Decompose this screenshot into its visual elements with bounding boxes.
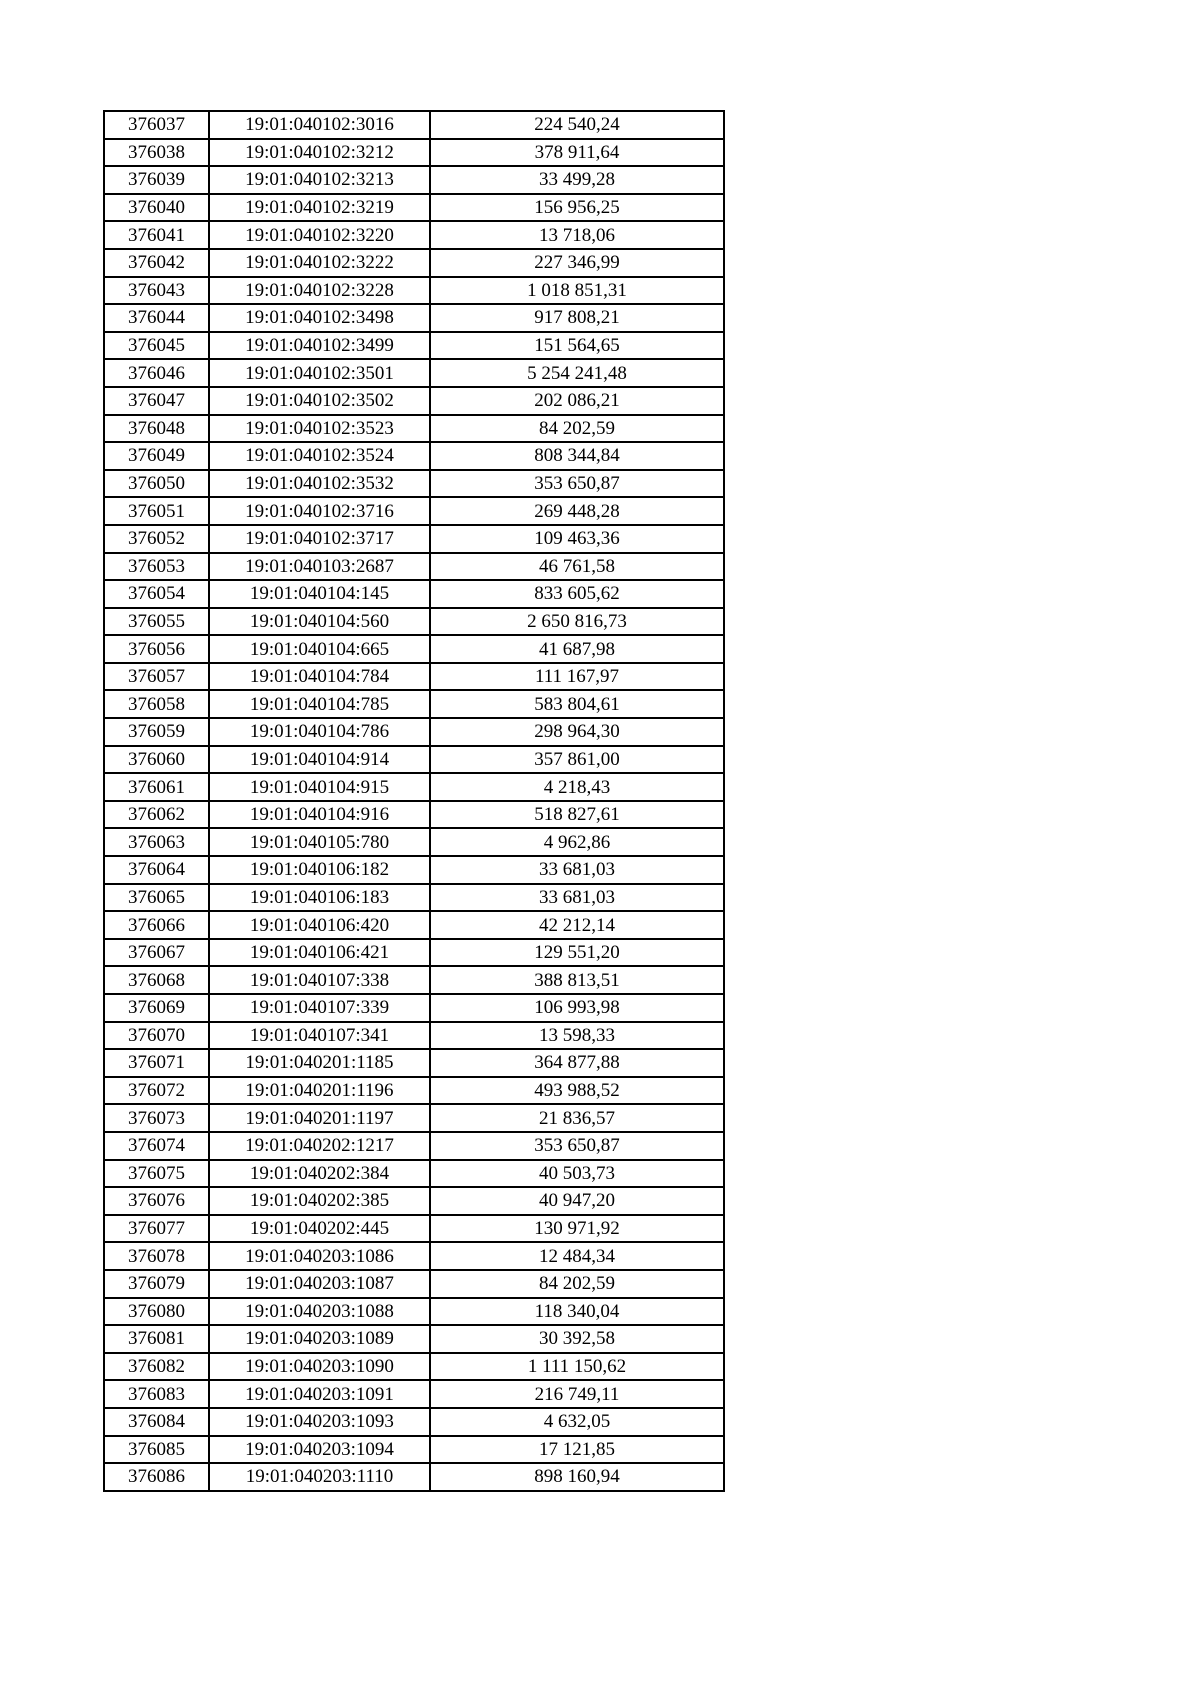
row-number-cell: 376038 (104, 139, 209, 167)
cadastral-number-cell: 19:01:040203:1089 (209, 1325, 430, 1353)
table-row (104, 387, 724, 415)
value-cell: 42 212,14 (430, 911, 724, 939)
table-row (104, 1436, 724, 1464)
cadastral-number-cell: 19:01:040203:1086 (209, 1242, 430, 1270)
table-row (104, 856, 724, 884)
value-cell: 202 086,21 (430, 387, 724, 415)
value-cell: 156 956,25 (430, 194, 724, 222)
row-number-cell: 376064 (104, 856, 209, 884)
table-row (104, 415, 724, 443)
table-row (104, 111, 724, 139)
cadastral-number-cell: 19:01:040102:3524 (209, 442, 430, 470)
value-cell: 583 804,61 (430, 690, 724, 718)
value-cell: 364 877,88 (430, 1049, 724, 1077)
cadastral-number-cell: 19:01:040104:145 (209, 580, 430, 608)
cadastral-number-cell: 19:01:040104:915 (209, 773, 430, 801)
table-row (104, 690, 724, 718)
table-row (104, 277, 724, 305)
value-cell: 388 813,51 (430, 966, 724, 994)
row-number-cell: 376056 (104, 635, 209, 663)
row-number-cell: 376049 (104, 442, 209, 470)
table-row (104, 1132, 724, 1160)
cadastral-number-cell: 19:01:040202:445 (209, 1215, 430, 1243)
row-number-cell: 376058 (104, 690, 209, 718)
row-number-cell: 376050 (104, 470, 209, 498)
row-number-cell: 376052 (104, 525, 209, 553)
cadastral-number-cell: 19:01:040201:1185 (209, 1049, 430, 1077)
cadastral-number-cell: 19:01:040202:1217 (209, 1132, 430, 1160)
row-number-cell: 376081 (104, 1325, 209, 1353)
value-cell: 129 551,20 (430, 939, 724, 967)
cadastral-number-cell: 19:01:040102:3016 (209, 111, 430, 139)
table-row (104, 359, 724, 387)
table-row (104, 1408, 724, 1436)
value-cell: 109 463,36 (430, 525, 724, 553)
value-cell: 84 202,59 (430, 415, 724, 443)
value-cell: 30 392,58 (430, 1325, 724, 1353)
row-number-cell: 376042 (104, 249, 209, 277)
cadastral-number-cell: 19:01:040203:1110 (209, 1463, 430, 1491)
row-number-cell: 376043 (104, 277, 209, 305)
cadastral-number-cell: 19:01:040107:338 (209, 966, 430, 994)
table-row (104, 1077, 724, 1105)
value-cell: 33 499,28 (430, 166, 724, 194)
table-row (104, 304, 724, 332)
cadastral-number-cell: 19:01:040104:560 (209, 608, 430, 636)
row-number-cell: 376085 (104, 1436, 209, 1464)
row-number-cell: 376079 (104, 1270, 209, 1298)
row-number-cell: 376061 (104, 773, 209, 801)
row-number-cell: 376041 (104, 221, 209, 249)
table-row (104, 1160, 724, 1188)
table-row (104, 221, 724, 249)
row-number-cell: 376047 (104, 387, 209, 415)
row-number-cell: 376074 (104, 1132, 209, 1160)
table-row (104, 939, 724, 967)
value-cell: 493 988,52 (430, 1077, 724, 1105)
table-row (104, 249, 724, 277)
cadastral-number-cell: 19:01:040105:780 (209, 828, 430, 856)
table-row (104, 1049, 724, 1077)
table-row (104, 994, 724, 1022)
table-row (104, 1104, 724, 1132)
row-number-cell: 376051 (104, 497, 209, 525)
table-row (104, 1353, 724, 1381)
table-row (104, 442, 724, 470)
row-number-cell: 376057 (104, 663, 209, 691)
table-row (104, 663, 724, 691)
cadastral-number-cell: 19:01:040104:916 (209, 801, 430, 829)
cadastral-number-cell: 19:01:040102:3213 (209, 166, 430, 194)
row-number-cell: 376070 (104, 1022, 209, 1050)
table-row (104, 525, 724, 553)
cadastral-number-cell: 19:01:040102:3212 (209, 139, 430, 167)
table-row (104, 801, 724, 829)
value-cell: 13 718,06 (430, 221, 724, 249)
value-cell: 1 111 150,62 (430, 1353, 724, 1381)
cadastral-number-cell: 19:01:040107:339 (209, 994, 430, 1022)
value-cell: 41 687,98 (430, 635, 724, 663)
row-number-cell: 376065 (104, 884, 209, 912)
value-cell: 357 861,00 (430, 746, 724, 774)
row-number-cell: 376037 (104, 111, 209, 139)
cadastral-number-cell: 19:01:040102:3219 (209, 194, 430, 222)
cadastral-number-cell: 19:01:040102:3498 (209, 304, 430, 332)
cadastral-number-cell: 19:01:040104:665 (209, 635, 430, 663)
cadastral-number-cell: 19:01:040104:914 (209, 746, 430, 774)
cadastral-number-cell: 19:01:040106:182 (209, 856, 430, 884)
value-cell: 33 681,03 (430, 884, 724, 912)
table-row (104, 966, 724, 994)
value-cell: 84 202,59 (430, 1270, 724, 1298)
value-cell: 898 160,94 (430, 1463, 724, 1491)
value-cell: 40 503,73 (430, 1160, 724, 1188)
cadastral-number-cell: 19:01:040102:3228 (209, 277, 430, 305)
value-cell: 917 808,21 (430, 304, 724, 332)
cadastral-number-cell: 19:01:040102:3499 (209, 332, 430, 360)
table-row (104, 194, 724, 222)
cadastral-number-cell: 19:01:040102:3220 (209, 221, 430, 249)
value-cell: 353 650,87 (430, 1132, 724, 1160)
table-row (104, 139, 724, 167)
cadastral-number-cell: 19:01:040102:3501 (209, 359, 430, 387)
row-number-cell: 376076 (104, 1187, 209, 1215)
cadastral-number-cell: 19:01:040106:421 (209, 939, 430, 967)
cadastral-number-cell: 19:01:040203:1094 (209, 1436, 430, 1464)
value-cell: 106 993,98 (430, 994, 724, 1022)
value-cell: 4 218,43 (430, 773, 724, 801)
table-row (104, 580, 724, 608)
value-cell: 40 947,20 (430, 1187, 724, 1215)
table-row (104, 470, 724, 498)
cadastral-number-cell: 19:01:040107:341 (209, 1022, 430, 1050)
cadastral-value-table (103, 110, 725, 1492)
row-number-cell: 376054 (104, 580, 209, 608)
row-number-cell: 376055 (104, 608, 209, 636)
cadastral-number-cell: 19:01:040102:3717 (209, 525, 430, 553)
cadastral-number-cell: 19:01:040203:1088 (209, 1298, 430, 1326)
cadastral-number-cell: 19:01:040104:786 (209, 718, 430, 746)
table-row (104, 1298, 724, 1326)
table-row (104, 332, 724, 360)
row-number-cell: 376045 (104, 332, 209, 360)
row-number-cell: 376075 (104, 1160, 209, 1188)
cadastral-number-cell: 19:01:040106:420 (209, 911, 430, 939)
value-cell: 111 167,97 (430, 663, 724, 691)
value-cell: 833 605,62 (430, 580, 724, 608)
row-number-cell: 376044 (104, 304, 209, 332)
table-row (104, 884, 724, 912)
table-row (104, 828, 724, 856)
table-row (104, 166, 724, 194)
value-cell: 17 121,85 (430, 1436, 724, 1464)
cadastral-number-cell: 19:01:040102:3716 (209, 497, 430, 525)
table-row (104, 1380, 724, 1408)
value-cell: 808 344,84 (430, 442, 724, 470)
table-row (104, 1187, 724, 1215)
table-row (104, 1215, 724, 1243)
value-cell: 21 836,57 (430, 1104, 724, 1132)
table-row (104, 718, 724, 746)
value-cell: 298 964,30 (430, 718, 724, 746)
row-number-cell: 376040 (104, 194, 209, 222)
row-number-cell: 376063 (104, 828, 209, 856)
value-cell: 151 564,65 (430, 332, 724, 360)
row-number-cell: 376083 (104, 1380, 209, 1408)
row-number-cell: 376060 (104, 746, 209, 774)
row-number-cell: 376077 (104, 1215, 209, 1243)
table-row (104, 1022, 724, 1050)
row-number-cell: 376059 (104, 718, 209, 746)
cadastral-number-cell: 19:01:040102:3523 (209, 415, 430, 443)
row-number-cell: 376082 (104, 1353, 209, 1381)
cadastral-number-cell: 19:01:040102:3222 (209, 249, 430, 277)
row-number-cell: 376073 (104, 1104, 209, 1132)
table-row (104, 608, 724, 636)
cadastral-number-cell: 19:01:040203:1090 (209, 1353, 430, 1381)
table-row (104, 553, 724, 581)
value-cell: 46 761,58 (430, 553, 724, 581)
value-cell: 12 484,34 (430, 1242, 724, 1270)
table-row (104, 497, 724, 525)
cadastral-number-cell: 19:01:040201:1197 (209, 1104, 430, 1132)
cadastral-number-cell: 19:01:040104:785 (209, 690, 430, 718)
value-cell: 5 254 241,48 (430, 359, 724, 387)
row-number-cell: 376069 (104, 994, 209, 1022)
cadastral-number-cell: 19:01:040203:1087 (209, 1270, 430, 1298)
value-cell: 33 681,03 (430, 856, 724, 884)
value-cell: 269 448,28 (430, 497, 724, 525)
row-number-cell: 376071 (104, 1049, 209, 1077)
cadastral-number-cell: 19:01:040203:1091 (209, 1380, 430, 1408)
cadastral-number-cell: 19:01:040202:385 (209, 1187, 430, 1215)
row-number-cell: 376067 (104, 939, 209, 967)
row-number-cell: 376053 (104, 553, 209, 581)
cadastral-number-cell: 19:01:040102:3502 (209, 387, 430, 415)
value-cell: 378 911,64 (430, 139, 724, 167)
table-body (104, 111, 724, 1491)
row-number-cell: 376072 (104, 1077, 209, 1105)
value-cell: 130 971,92 (430, 1215, 724, 1243)
value-cell: 216 749,11 (430, 1380, 724, 1408)
cadastral-number-cell: 19:01:040102:3532 (209, 470, 430, 498)
cadastral-number-cell: 19:01:040203:1093 (209, 1408, 430, 1436)
row-number-cell: 376084 (104, 1408, 209, 1436)
row-number-cell: 376078 (104, 1242, 209, 1270)
cadastral-number-cell: 19:01:040202:384 (209, 1160, 430, 1188)
value-cell: 2 650 816,73 (430, 608, 724, 636)
value-cell: 13 598,33 (430, 1022, 724, 1050)
cadastral-number-cell: 19:01:040201:1196 (209, 1077, 430, 1105)
value-cell: 4 632,05 (430, 1408, 724, 1436)
value-cell: 518 827,61 (430, 801, 724, 829)
table-row (104, 1270, 724, 1298)
table-row (104, 1242, 724, 1270)
table-row (104, 911, 724, 939)
table-row (104, 1463, 724, 1491)
row-number-cell: 376048 (104, 415, 209, 443)
table-row (104, 635, 724, 663)
value-cell: 1 018 851,31 (430, 277, 724, 305)
row-number-cell: 376062 (104, 801, 209, 829)
value-cell: 4 962,86 (430, 828, 724, 856)
row-number-cell: 376046 (104, 359, 209, 387)
row-number-cell: 376086 (104, 1463, 209, 1491)
cadastral-number-cell: 19:01:040106:183 (209, 884, 430, 912)
cadastral-number-cell: 19:01:040103:2687 (209, 553, 430, 581)
value-cell: 118 340,04 (430, 1298, 724, 1326)
table-row (104, 773, 724, 801)
row-number-cell: 376066 (104, 911, 209, 939)
row-number-cell: 376039 (104, 166, 209, 194)
value-cell: 224 540,24 (430, 111, 724, 139)
row-number-cell: 376080 (104, 1298, 209, 1326)
value-cell: 353 650,87 (430, 470, 724, 498)
table-row (104, 746, 724, 774)
table-row (104, 1325, 724, 1353)
value-cell: 227 346,99 (430, 249, 724, 277)
row-number-cell: 376068 (104, 966, 209, 994)
cadastral-number-cell: 19:01:040104:784 (209, 663, 430, 691)
